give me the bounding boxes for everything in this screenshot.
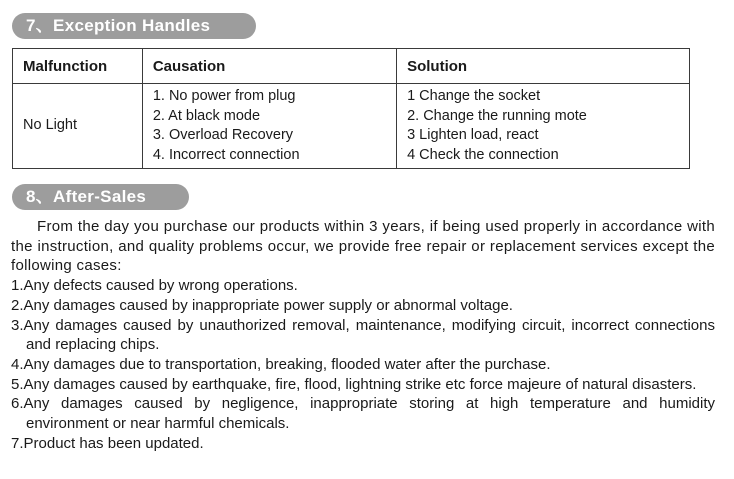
causation-item: 2. At black mode [152,107,261,124]
solution-item: 3 Lighten load, react [407,127,539,143]
solution-item: 4 Check the connection [407,146,559,163]
solution-cell [397,84,690,169]
causation-cell [142,84,396,169]
header-solution: Solution [397,49,690,84]
exclusion-item: 6.Any damages caused by negligence, inappropriate storing at high temperature and humidity environment or near harmful chemicals. [11,395,715,433]
exclusion-item: 5.Any damages caused by earthquake, fire, flood, lightning strike etc force majeure of natural disasters. [11,375,697,393]
exclusion-item: 3.Any damages caused by unauthorized removal, maintenance, modifying circuit, incorrect connections and replacing chips. [11,316,715,354]
exception-table [12,48,690,169]
header-causation: Causation [142,49,396,84]
exclusion-item: 1.Any defects caused by wrong operations. [11,277,298,295]
after-sales-intro: From the day you purchase our products within 3 years, if being used properly in accordance with the instruction, and quality problems occur, we provide free repair or replacement services except the following cases: [11,218,715,275]
causation-item: 3. Overload Recovery [152,127,294,143]
after-sales-body [11,217,715,453]
after-sales-heading: 8、After-Sales [12,184,189,210]
causation-item: 1. No power from plug [152,88,296,104]
table-header-row [13,49,690,84]
causation-item: 4. Incorrect connection [152,146,300,163]
table-row [13,84,690,169]
header-malfunction: Malfunction [13,49,143,84]
exclusion-item: 7.Product has been updated. [11,434,204,452]
solution-item: 1 Change the socket [407,88,541,104]
exception-handles-heading: 7、Exception Handles [12,13,256,39]
solution-item: 2. Change the running mote [407,107,587,124]
exclusion-item: 2.Any damages caused by inappropriate power supply or abnormal voltage. [11,296,513,314]
malfunction-cell: No Light [13,84,143,169]
exclusion-item: 4.Any damages due to transportation, breaking, flooded water after the purchase. [11,355,551,373]
